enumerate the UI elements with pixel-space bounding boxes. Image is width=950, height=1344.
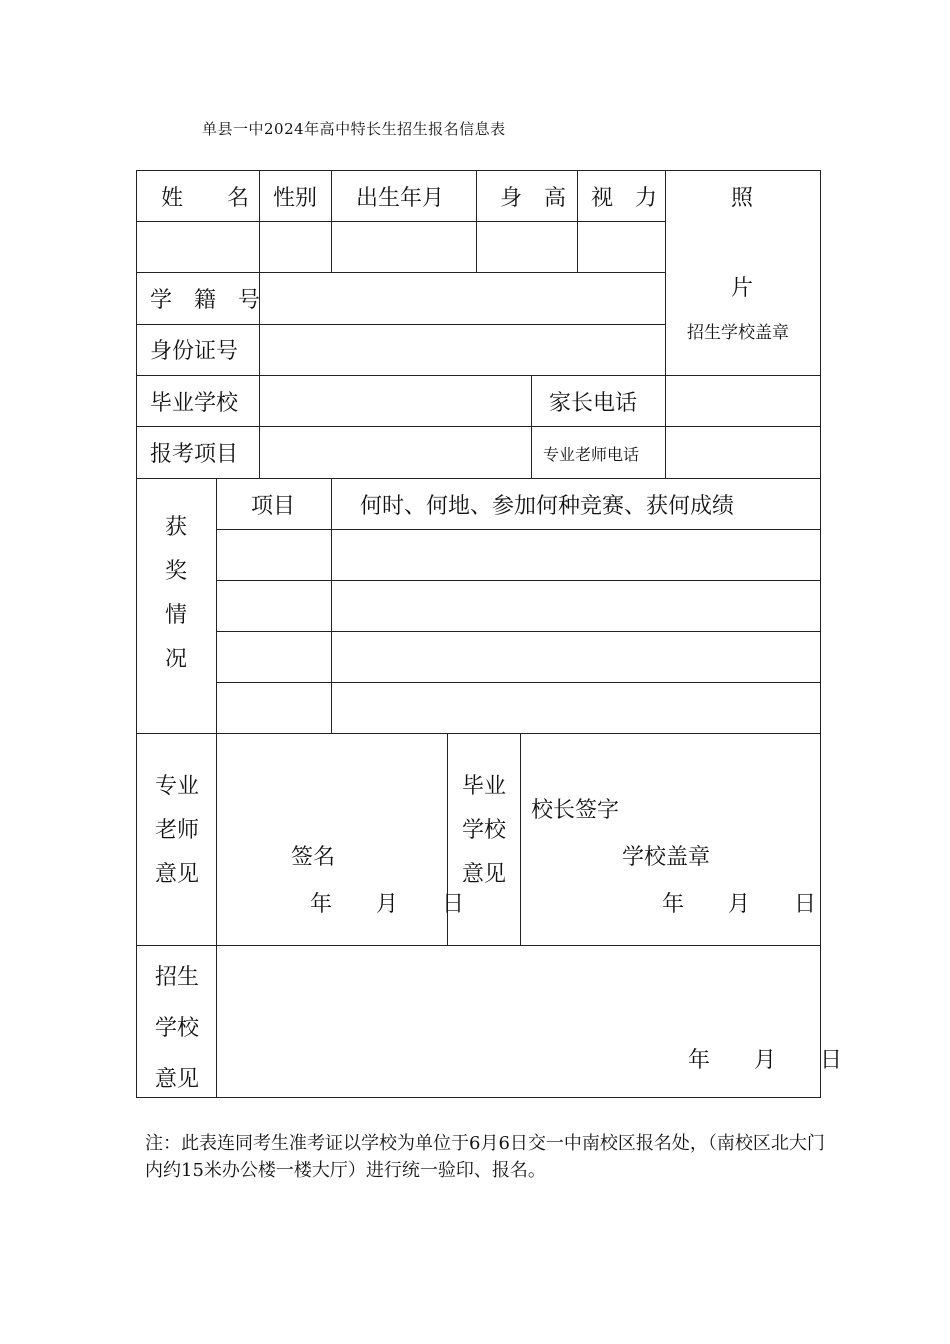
student-id-label: 学 籍 号 bbox=[150, 288, 261, 313]
vision-header: 视 力 bbox=[591, 186, 658, 211]
grad-school-label: 毕业学校 bbox=[150, 391, 239, 416]
principal-sign-label: 校长签字 bbox=[531, 798, 620, 823]
admission-opinion-label-line: 招生 bbox=[154, 965, 199, 990]
photo-label-top: 照 bbox=[731, 186, 754, 211]
awards-label-char: 获 bbox=[164, 515, 187, 540]
grad-school-field[interactable] bbox=[260, 376, 531, 426]
awards-label bbox=[163, 506, 189, 682]
admission-opinion-label-line: 学校 bbox=[154, 1016, 199, 1041]
awards-item-header: 项目 bbox=[251, 494, 296, 519]
col-divider bbox=[520, 733, 521, 945]
awards-label-char: 况 bbox=[164, 647, 187, 672]
row-divider bbox=[216, 580, 821, 581]
id-card-label: 身份证号 bbox=[150, 339, 239, 364]
table-border-right bbox=[820, 170, 821, 1098]
school-opinion-label bbox=[459, 765, 509, 897]
name-field[interactable] bbox=[137, 222, 259, 272]
height-header: 身 高 bbox=[500, 186, 567, 211]
teacher-opinion-label-line: 专业 bbox=[154, 774, 199, 799]
row-divider bbox=[216, 529, 821, 530]
row-divider bbox=[136, 945, 821, 946]
vision-field[interactable] bbox=[578, 222, 665, 272]
school-opinion-label-line: 意见 bbox=[461, 862, 506, 887]
teacher-opinion-label bbox=[152, 765, 202, 897]
row-divider bbox=[216, 682, 821, 683]
teacher-phone-label: 专业老师电话 bbox=[543, 445, 640, 464]
row-divider bbox=[136, 733, 821, 734]
admission-opinion-label bbox=[152, 952, 202, 1105]
awards-label-char: 情 bbox=[164, 603, 187, 628]
school-stamp-label: 学校盖章 bbox=[622, 845, 711, 870]
gender-field[interactable] bbox=[260, 222, 331, 272]
student-id-field[interactable] bbox=[260, 273, 665, 324]
height-field[interactable] bbox=[477, 222, 577, 272]
footnote: 注：此表连同考生准考证以学校为单位于6月6日交一中南校区报名处，（南校区北大门内约15米办公楼一楼大厅）进行统一验印、报名。 bbox=[145, 1133, 825, 1181]
photo-label-bottom: 片 bbox=[731, 276, 754, 301]
teacher-opinion-label-line: 意见 bbox=[154, 862, 199, 887]
col-divider bbox=[331, 478, 332, 733]
table-border-bottom bbox=[136, 1097, 821, 1098]
parent-phone-field[interactable] bbox=[666, 376, 820, 426]
table-border-top bbox=[136, 170, 821, 171]
photo-stamp-label: 招生学校盖章 bbox=[687, 323, 789, 343]
admission-date: 年 月 日 bbox=[688, 1048, 843, 1073]
school-opinion-label-line: 毕业 bbox=[461, 774, 506, 799]
teacher-opinion-label-line: 老师 bbox=[154, 818, 199, 843]
birth-field[interactable] bbox=[332, 222, 476, 272]
id-card-field[interactable] bbox=[260, 325, 665, 375]
teacher-phone-field[interactable] bbox=[666, 427, 820, 478]
teacher-sign-label: 签名 bbox=[291, 845, 336, 870]
birth-header: 出生年月 bbox=[356, 186, 445, 211]
school-opinion-label-line: 学校 bbox=[461, 818, 506, 843]
page-title: 单县一中2024年高中特长生招生报名信息表 bbox=[202, 120, 506, 138]
name-header: 姓 名 bbox=[161, 186, 250, 211]
row-divider bbox=[216, 631, 821, 632]
col-divider bbox=[216, 478, 217, 1098]
gender-header: 性别 bbox=[273, 186, 318, 211]
table-border-left bbox=[136, 170, 137, 1098]
awards-label-char: 奖 bbox=[164, 559, 187, 584]
awards-detail-header: 何时、何地、参加何种竞赛、获何成绩 bbox=[360, 494, 735, 519]
teacher-date: 年 月 日 bbox=[310, 892, 465, 917]
parent-phone-label: 家长电话 bbox=[549, 391, 638, 416]
school-date: 年 月 日 bbox=[662, 892, 817, 917]
row-divider bbox=[136, 478, 821, 479]
project-label: 报考项目 bbox=[150, 442, 239, 467]
col-divider bbox=[531, 375, 532, 478]
admission-opinion-label-line: 意见 bbox=[154, 1067, 199, 1092]
project-field[interactable] bbox=[260, 427, 531, 478]
